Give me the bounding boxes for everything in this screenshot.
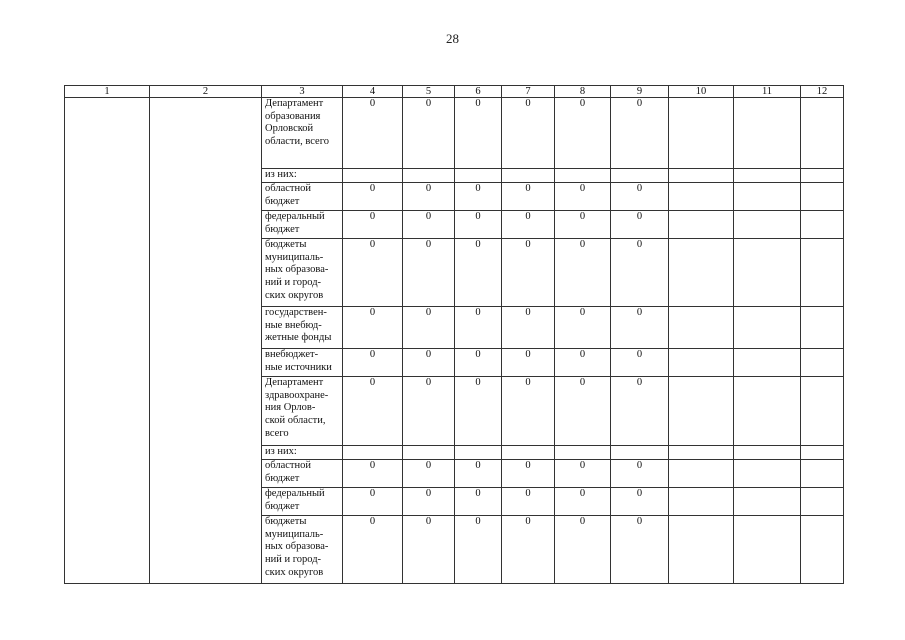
column-header-1: 1 <box>65 86 150 98</box>
value-cell-col4: 0 <box>343 211 403 239</box>
value-cell-col4: 0 <box>343 516 403 584</box>
value-cell-col4: 0 <box>343 98 403 169</box>
row-label: бюджеты муниципаль- ных образова- ний и город- ских округов <box>262 516 343 584</box>
empty-cell-col10 <box>669 446 734 460</box>
value-cell-col5: 0 <box>403 98 455 169</box>
col1-empty-cell <box>65 98 150 584</box>
empty-cell-col12 <box>801 488 844 516</box>
value-cell-col8: 0 <box>555 307 611 349</box>
empty-cell-col10 <box>669 98 734 169</box>
column-header-7: 7 <box>502 86 555 98</box>
empty-cell-col12 <box>801 446 844 460</box>
value-cell-col9: 0 <box>611 488 669 516</box>
value-cell-col8: 0 <box>555 211 611 239</box>
column-header-9: 9 <box>611 86 669 98</box>
empty-cell-col12 <box>801 169 844 183</box>
empty-cell-col12 <box>801 516 844 584</box>
empty-cell-col10 <box>669 239 734 307</box>
col2-empty-cell <box>150 98 262 584</box>
value-cell-col9: 0 <box>611 349 669 377</box>
value-cell-col6 <box>455 446 502 460</box>
value-cell-col7: 0 <box>502 516 555 584</box>
value-cell-col5: 0 <box>403 183 455 211</box>
value-cell-col6: 0 <box>455 460 502 488</box>
value-cell-col7: 0 <box>502 307 555 349</box>
value-cell-col6: 0 <box>455 183 502 211</box>
value-cell-col4: 0 <box>343 488 403 516</box>
empty-cell-col12 <box>801 349 844 377</box>
value-cell-col8: 0 <box>555 239 611 307</box>
page-number: 28 <box>446 31 459 46</box>
value-cell-col4: 0 <box>343 349 403 377</box>
value-cell-col9: 0 <box>611 460 669 488</box>
value-cell-col7: 0 <box>502 488 555 516</box>
empty-cell-col12 <box>801 377 844 446</box>
value-cell-col5: 0 <box>403 349 455 377</box>
empty-cell-col12 <box>801 98 844 169</box>
value-cell-col7: 0 <box>502 349 555 377</box>
header-row <box>65 86 844 98</box>
value-cell-col5 <box>403 169 455 183</box>
value-cell-col9: 0 <box>611 307 669 349</box>
value-cell-col8: 0 <box>555 377 611 446</box>
value-cell-col6: 0 <box>455 307 502 349</box>
empty-cell-col11 <box>734 488 801 516</box>
table-body <box>65 86 844 584</box>
value-cell-col8: 0 <box>555 98 611 169</box>
value-cell-col5: 0 <box>403 516 455 584</box>
budget-table <box>64 85 844 584</box>
value-cell-col5: 0 <box>403 211 455 239</box>
value-cell-col9 <box>611 169 669 183</box>
value-cell-col4 <box>343 446 403 460</box>
row-label: федеральный бюджет <box>262 211 343 239</box>
row-label: государствен- ные внебюд- жетные фонды <box>262 307 343 349</box>
value-cell-col8: 0 <box>555 488 611 516</box>
empty-cell-col11 <box>734 169 801 183</box>
empty-cell-col10 <box>669 211 734 239</box>
row-label: областной бюджет <box>262 183 343 211</box>
value-cell-col7: 0 <box>502 183 555 211</box>
row-label: областной бюджет <box>262 460 343 488</box>
column-header-10: 10 <box>669 86 734 98</box>
empty-cell-col11 <box>734 211 801 239</box>
row-label: внебюджет- ные источники <box>262 349 343 377</box>
empty-cell-col10 <box>669 349 734 377</box>
empty-cell-col12 <box>801 211 844 239</box>
empty-cell-col10 <box>669 169 734 183</box>
value-cell-col9: 0 <box>611 211 669 239</box>
value-cell-col5 <box>403 446 455 460</box>
column-header-11: 11 <box>734 86 801 98</box>
empty-cell-col11 <box>734 307 801 349</box>
value-cell-col5: 0 <box>403 377 455 446</box>
value-cell-col6: 0 <box>455 516 502 584</box>
value-cell-col8: 0 <box>555 460 611 488</box>
value-cell-col7 <box>502 169 555 183</box>
value-cell-col5: 0 <box>403 460 455 488</box>
empty-cell-col11 <box>734 446 801 460</box>
value-cell-col8 <box>555 169 611 183</box>
empty-cell-col11 <box>734 239 801 307</box>
value-cell-col7: 0 <box>502 377 555 446</box>
empty-cell-col11 <box>734 349 801 377</box>
column-header-4: 4 <box>343 86 403 98</box>
empty-cell-col12 <box>801 460 844 488</box>
value-cell-col7 <box>502 446 555 460</box>
value-cell-col6: 0 <box>455 488 502 516</box>
value-cell-col8 <box>555 446 611 460</box>
empty-cell-col12 <box>801 183 844 211</box>
column-header-8: 8 <box>555 86 611 98</box>
value-cell-col8: 0 <box>555 349 611 377</box>
value-cell-col7: 0 <box>502 460 555 488</box>
value-cell-col4: 0 <box>343 460 403 488</box>
empty-cell-col11 <box>734 460 801 488</box>
value-cell-col9: 0 <box>611 239 669 307</box>
empty-cell-col11 <box>734 516 801 584</box>
empty-cell-col12 <box>801 239 844 307</box>
value-cell-col6: 0 <box>455 349 502 377</box>
row-label: из них: <box>262 446 343 460</box>
value-cell-col5: 0 <box>403 307 455 349</box>
value-cell-col9: 0 <box>611 98 669 169</box>
value-cell-col7: 0 <box>502 211 555 239</box>
value-cell-col4: 0 <box>343 377 403 446</box>
row-label: федеральный бюджет <box>262 488 343 516</box>
value-cell-col9: 0 <box>611 183 669 211</box>
empty-cell-col10 <box>669 377 734 446</box>
value-cell-col7: 0 <box>502 98 555 169</box>
column-header-2: 2 <box>150 86 262 98</box>
empty-cell-col10 <box>669 516 734 584</box>
column-header-3: 3 <box>262 86 343 98</box>
value-cell-col9: 0 <box>611 377 669 446</box>
empty-cell-col10 <box>669 488 734 516</box>
value-cell-col6: 0 <box>455 211 502 239</box>
value-cell-col6: 0 <box>455 239 502 307</box>
value-cell-col9: 0 <box>611 516 669 584</box>
empty-cell-col11 <box>734 183 801 211</box>
row-label: Департамент здравоохране- ния Орлов- ской области, всего <box>262 377 343 446</box>
empty-cell-col11 <box>734 98 801 169</box>
row-label: из них: <box>262 169 343 183</box>
empty-cell-col10 <box>669 460 734 488</box>
value-cell-col4: 0 <box>343 239 403 307</box>
empty-cell-col10 <box>669 183 734 211</box>
value-cell-col4: 0 <box>343 307 403 349</box>
value-cell-col4: 0 <box>343 183 403 211</box>
value-cell-col8: 0 <box>555 183 611 211</box>
value-cell-col6: 0 <box>455 377 502 446</box>
column-header-5: 5 <box>403 86 455 98</box>
value-cell-col4 <box>343 169 403 183</box>
row-label: бюджеты муниципаль- ных образова- ний и город- ских округов <box>262 239 343 307</box>
value-cell-col5: 0 <box>403 239 455 307</box>
empty-cell-col11 <box>734 377 801 446</box>
value-cell-col8: 0 <box>555 516 611 584</box>
value-cell-col6 <box>455 169 502 183</box>
empty-cell-col10 <box>669 307 734 349</box>
value-cell-col6: 0 <box>455 98 502 169</box>
empty-cell-col12 <box>801 307 844 349</box>
table-row <box>65 98 844 169</box>
row-label: Департамент образования Орловской области, всего <box>262 98 343 169</box>
value-cell-col5: 0 <box>403 488 455 516</box>
value-cell-col9 <box>611 446 669 460</box>
column-header-12: 12 <box>801 86 844 98</box>
column-header-6: 6 <box>455 86 502 98</box>
value-cell-col7: 0 <box>502 239 555 307</box>
